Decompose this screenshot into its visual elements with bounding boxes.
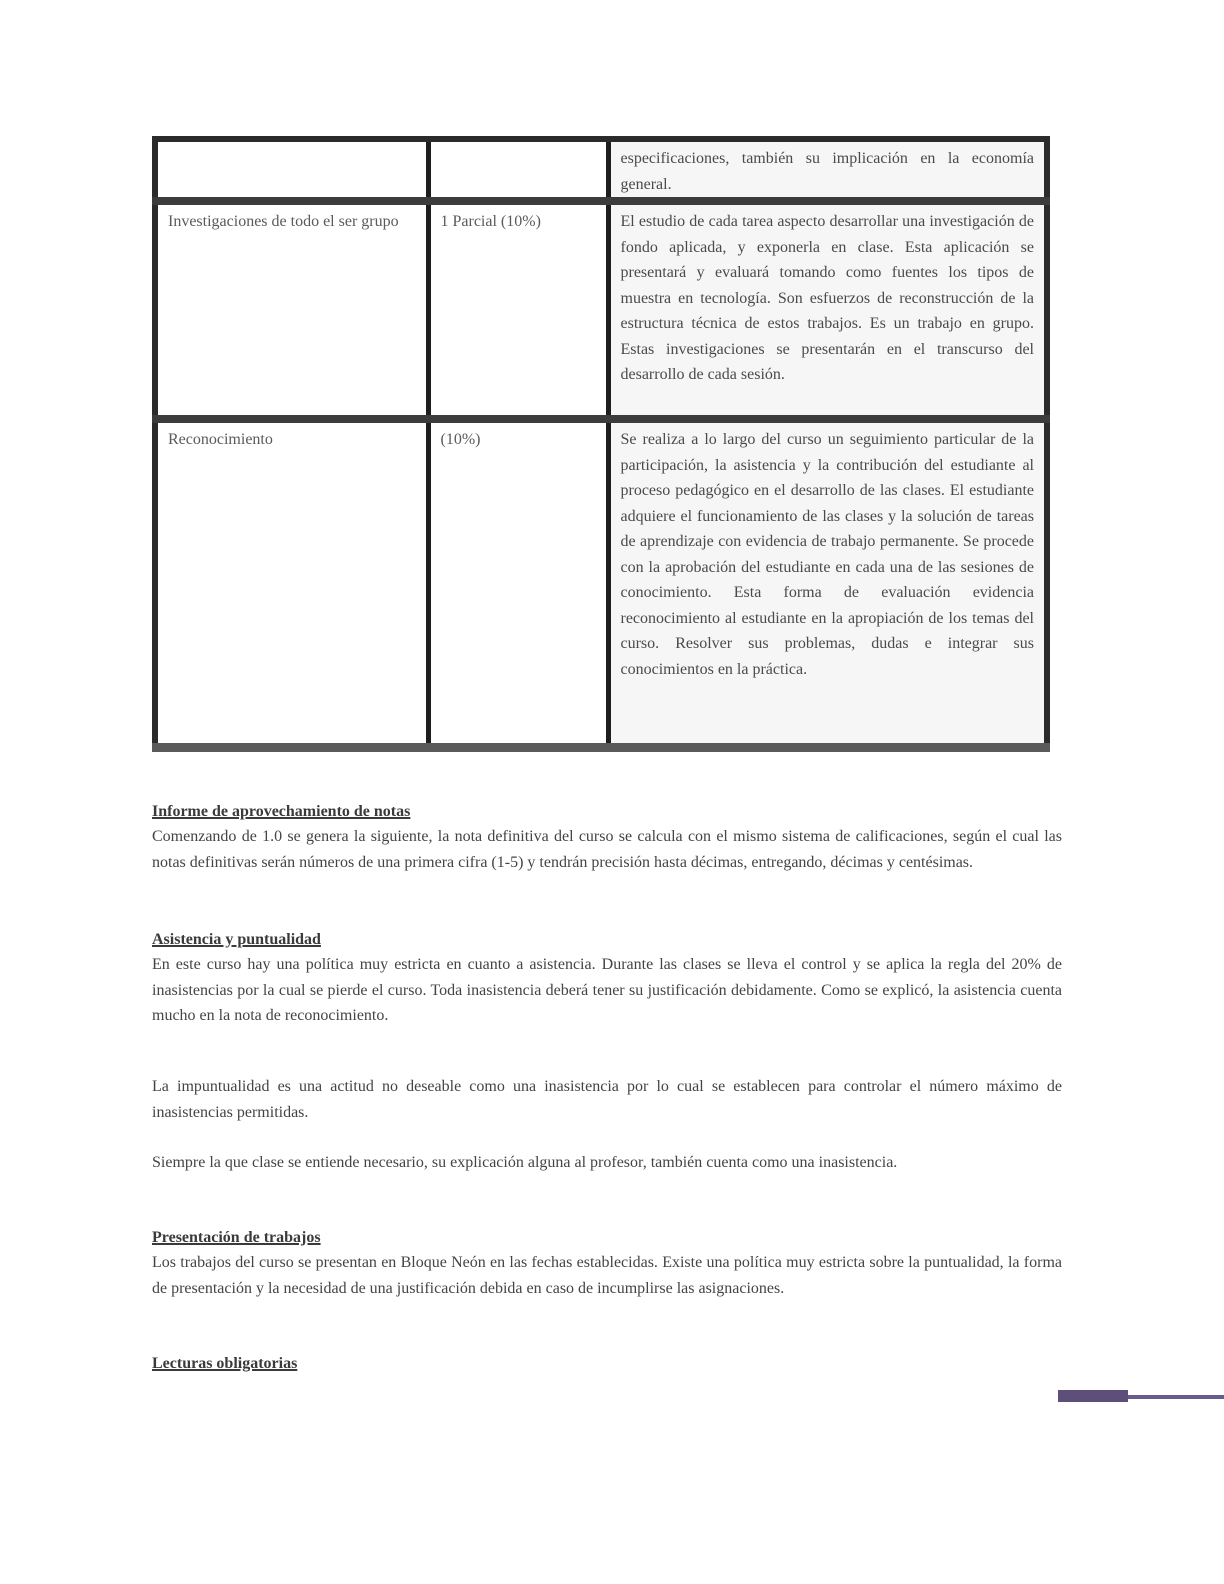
description-cell: especificaciones, también su implicación en la economía general. [608, 139, 1047, 201]
description-cell: Se realiza a lo largo del curso un seguimiento particular de la participación, la asistencia y la contribución del estudiante al proceso pedagógico en el desarrollo de las clases. El estudiante adquiere el funcionamiento de las clases y la solución de tareas de aprendizaje con evidencia de trabajo permanente. Se procede con la aprobación del estudiante en cada una de las sesiones de conocimiento. Esta forma de evaluación evidencia reconocimiento al estudiante en la apropiación de los temas del curso. Resolver sus problemas, dudas e integrar sus conocimientos en la práctica. [608, 419, 1047, 748]
section-heading: Lecturas obligatorias [152, 1355, 298, 1372]
description-cell: El estudio de cada tarea aspecto desarrollar una investigación de fondo aplicada, y exponerla en clase. Esta aplicación se presentará y evaluará tomando como fuentes los tipos de muestra en tecnología. Son esfuerzos de reconstrucción de la estructura técnica de estos trabajos. Es un trabajo en grupo. Estas investigaciones se presentarán en el transcurso del desarrollo de cada sesión. [608, 201, 1047, 419]
section-heading: Asistencia y puntualidad [152, 931, 321, 948]
section-paragraph: Los trabajos del curso se presentan en Bloque Neón en las fechas establecidas. Existe una política muy estricta sobre la puntualidad, la forma de presentación y la necesidad de una justificación debida en caso de incumplirse las asignaciones. [152, 1254, 1062, 1297]
section-paragraph: Comenzando de 1.0 se genera la siguiente, la nota definitiva del curso se calcula con el mismo sistema de calificaciones, según el cual las notas definitivas serán números de una primera cifra (1-5) y tendrán precisión hasta décimas, entregando, décimas y centésimas. [152, 828, 1062, 871]
readings-section [152, 1352, 1062, 1376]
table-row [155, 201, 1047, 419]
date-cell: (10%) [428, 419, 608, 748]
activity-cell: Investigaciones de todo el ser grupo [155, 201, 428, 419]
date-cell [428, 139, 608, 201]
table-row [155, 139, 1047, 201]
attendance-section [152, 928, 1062, 1029]
section-heading: Informe de aprovechamiento de notas [152, 803, 411, 820]
activity-cell: Reconocimiento [155, 419, 428, 748]
punctuality-paragraph-block [152, 1074, 1062, 1125]
section-paragraph: La impuntualidad es una actitud no deseable como una inasistencia por lo cual se establecen para controlar el número máximo de inasistencias permitidas. [152, 1078, 1062, 1121]
footer-accent-bar [1058, 1390, 1224, 1402]
section-paragraph: Siempre la que clase se entiende necesario, su explicación alguna al profesor, también cuenta como una inasistencia. [152, 1154, 898, 1171]
date-cell: 1 Parcial (10%) [428, 201, 608, 419]
evaluation-table [152, 136, 1050, 752]
footer-accent-block [1058, 1390, 1128, 1402]
section-paragraph: En este curso hay una política muy estricta en cuanto a asistencia. Durante las clases se lleva el control y se aplica la regla del 20% de inasistencias por la cual se pierde el curso. Toda inasistencia deberá tener su justificación debidamente. Como se explicó, la asistencia cuenta mucho en la nota de reconocimiento. [152, 956, 1062, 1024]
activity-cell [155, 139, 428, 201]
absence-paragraph-block [152, 1150, 1062, 1176]
grading-section [152, 800, 1062, 875]
section-heading: Presentación de trabajos [152, 1229, 321, 1246]
table-row [155, 419, 1047, 748]
submission-section [152, 1226, 1062, 1301]
